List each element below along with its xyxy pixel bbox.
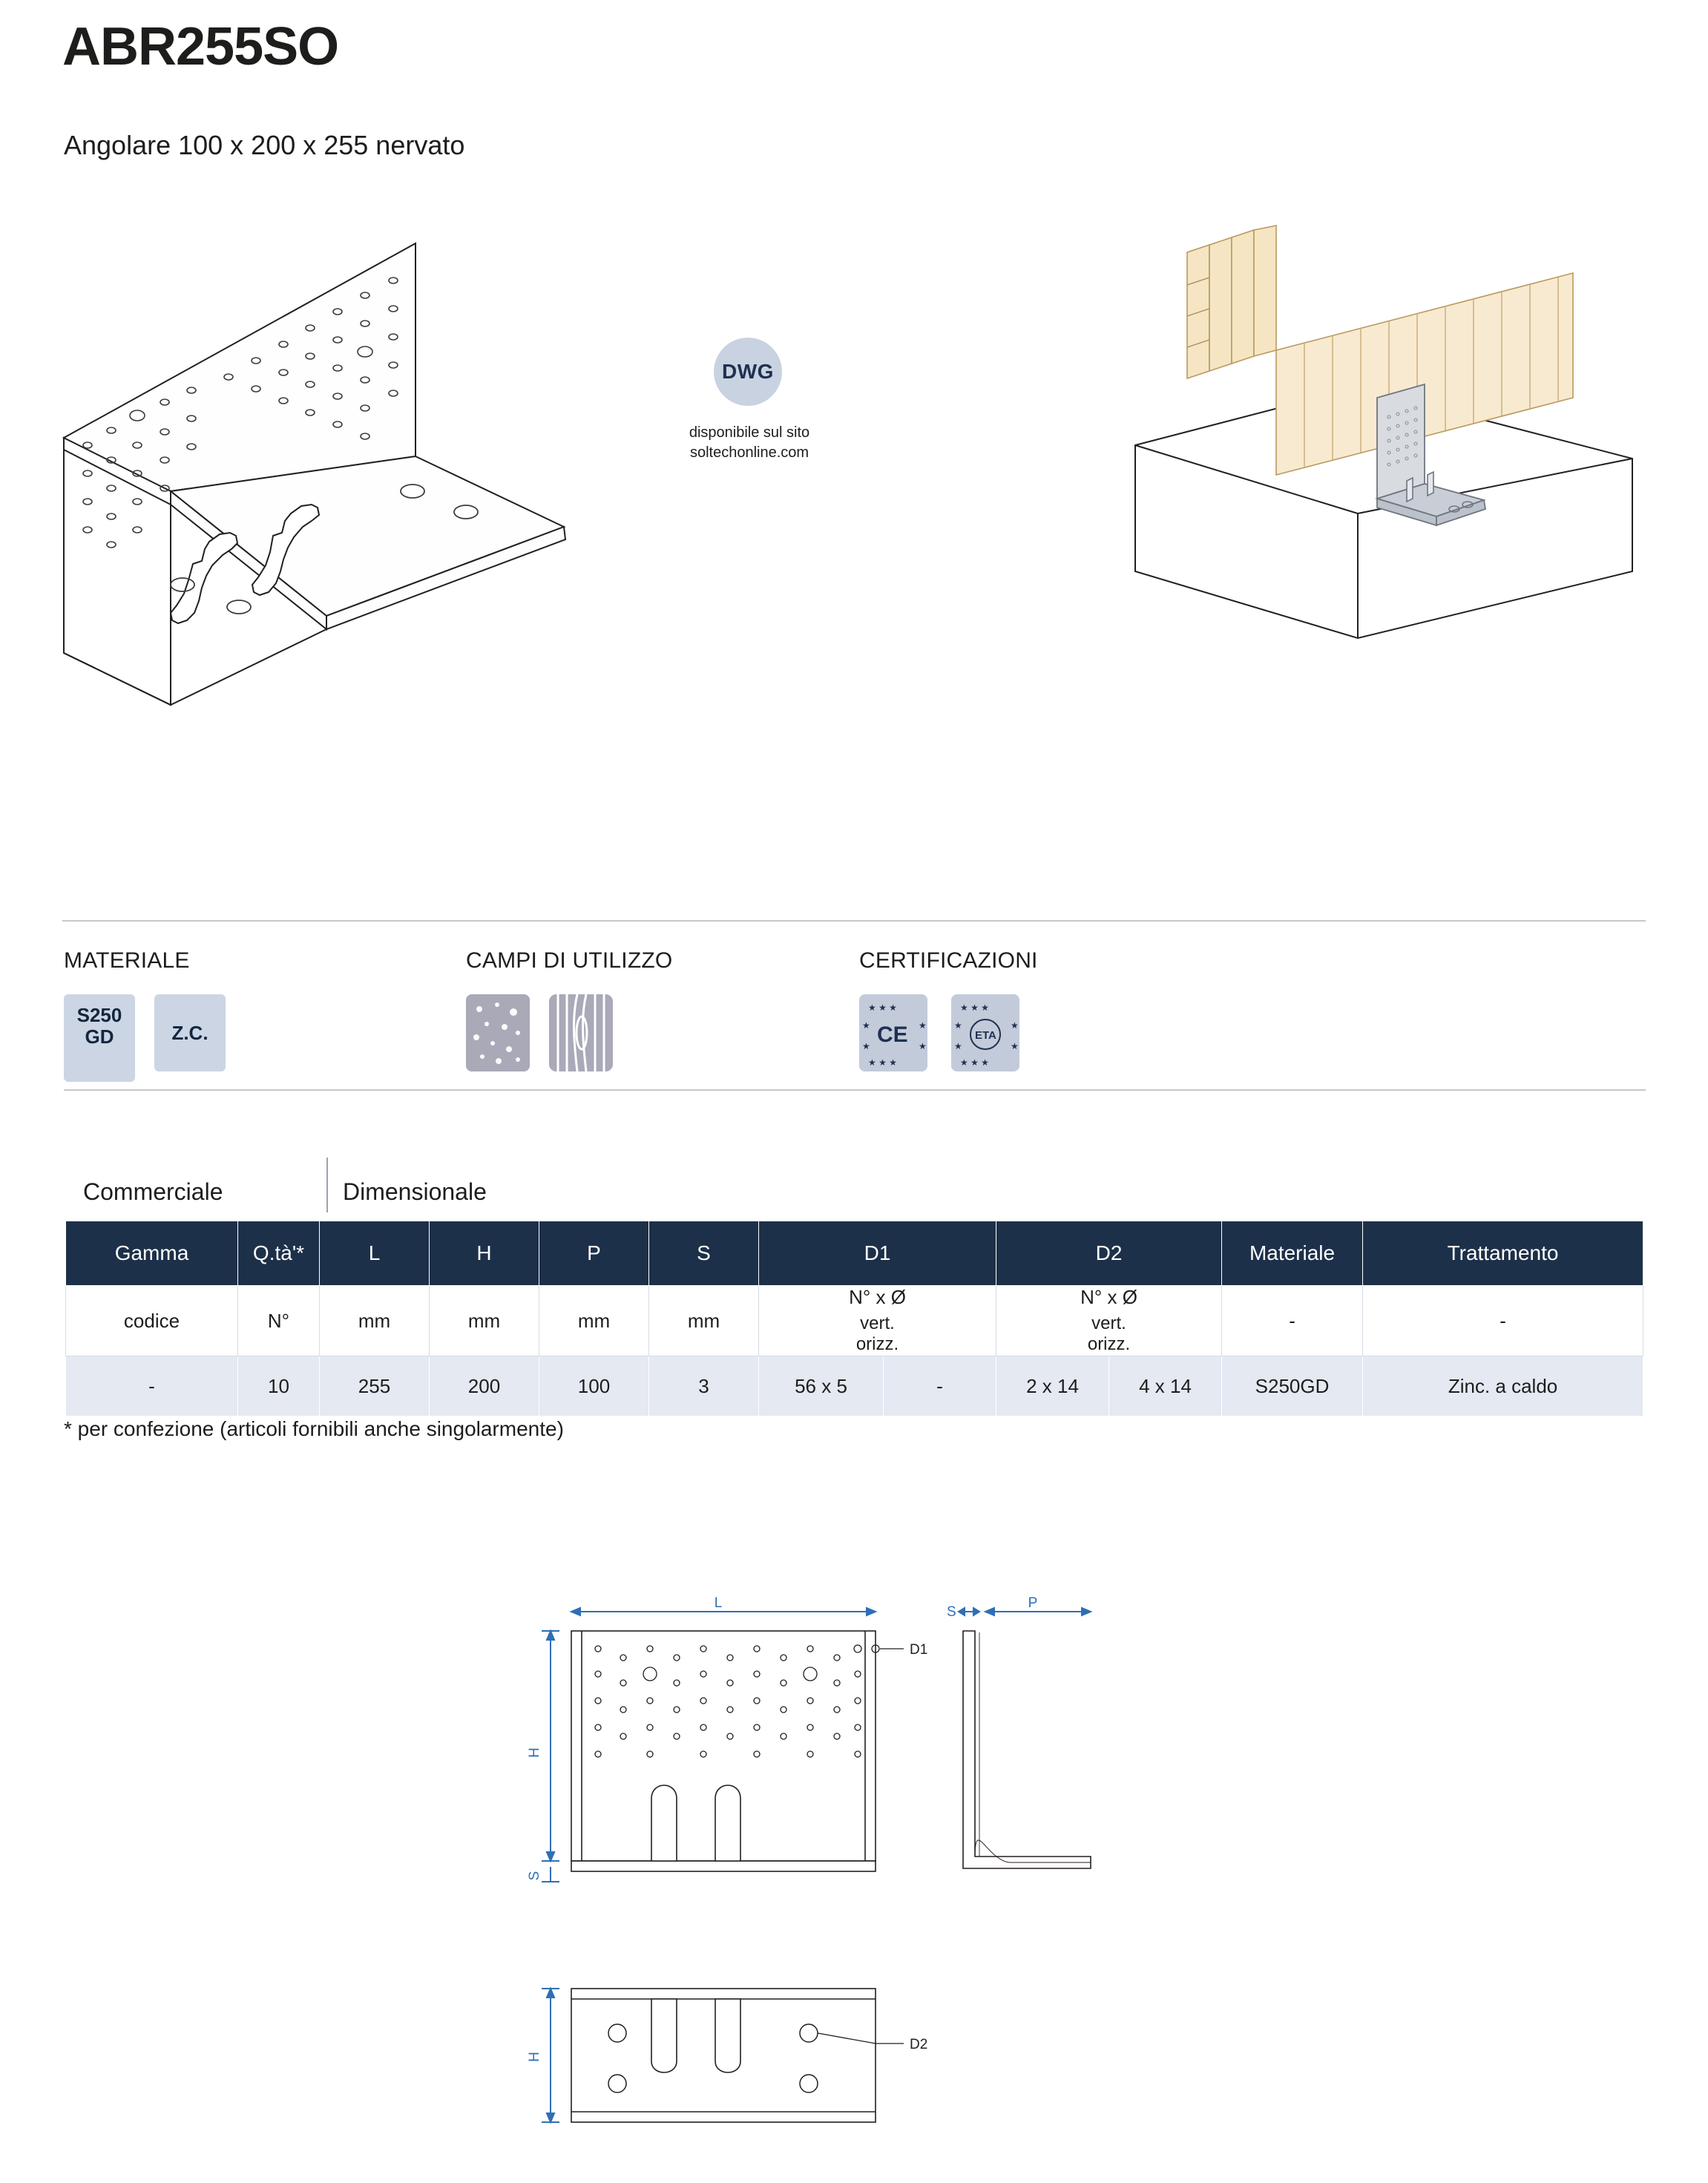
units-d1 xyxy=(759,1286,996,1356)
dwg-badge-label: DWG xyxy=(722,360,774,383)
table-group-divider xyxy=(326,1158,328,1212)
front-and-side-view xyxy=(505,1566,1202,1951)
units-d2-orizz: orizz. xyxy=(1087,1333,1131,1354)
dim-label-h2: H xyxy=(527,2052,542,2062)
value-gamma: - xyxy=(66,1356,238,1417)
svg-text:★: ★ xyxy=(1011,1041,1019,1051)
dwg-badge[interactable] xyxy=(714,338,782,406)
svg-text:★ ★ ★: ★ ★ ★ xyxy=(960,1057,989,1068)
units-materiale: - xyxy=(1222,1286,1363,1356)
header-qta: Q.tà'* xyxy=(238,1221,320,1286)
dim-label-d1: D1 xyxy=(910,1642,928,1658)
units-d2-formula: N° x Ø xyxy=(1080,1286,1137,1309)
svg-text:★: ★ xyxy=(919,1020,927,1031)
dwg-note-line1: disponibile sul sito xyxy=(689,424,810,441)
concrete-icon xyxy=(466,994,530,1071)
material-chip-steel xyxy=(64,994,135,1082)
dim-label-s-side: S xyxy=(947,1604,956,1620)
value-l: 255 xyxy=(320,1356,430,1417)
section-label-campi: CAMPI DI UTILIZZO xyxy=(466,948,673,973)
value-d1-orizz: - xyxy=(884,1356,996,1417)
page-subtitle: Angolare 100 x 200 x 255 nervato xyxy=(64,130,465,160)
svg-text:★: ★ xyxy=(862,1041,870,1051)
header-gamma: Gamma xyxy=(66,1221,238,1286)
units-gamma: codice xyxy=(66,1286,238,1356)
units-d1-orizz: orizz. xyxy=(855,1333,899,1354)
header-s: S xyxy=(649,1221,759,1286)
svg-text:CE: CE xyxy=(877,1022,908,1047)
section-label-materiale: MATERIALE xyxy=(64,948,190,973)
svg-text:★ ★ ★: ★ ★ ★ xyxy=(960,1002,989,1013)
units-l: mm xyxy=(320,1286,430,1356)
units-h: mm xyxy=(430,1286,539,1356)
table-group-dimensionale: Dimensionale xyxy=(343,1178,487,1205)
svg-text:★ ★ ★: ★ ★ ★ xyxy=(868,1002,897,1013)
header-l: L xyxy=(320,1221,430,1286)
dwg-note-line2: soltechonline.com xyxy=(689,444,809,461)
units-d2-vert: vert. xyxy=(1091,1313,1126,1334)
value-s: 3 xyxy=(649,1356,759,1417)
svg-text:★: ★ xyxy=(1011,1020,1019,1031)
svg-text:★: ★ xyxy=(862,1020,870,1031)
table-row xyxy=(66,1356,1643,1417)
application-illustration xyxy=(1113,223,1677,801)
svg-text:★: ★ xyxy=(954,1041,962,1051)
page-title: ABR255SO xyxy=(62,17,339,76)
svg-text:★: ★ xyxy=(919,1041,927,1051)
eta-mark-icon xyxy=(951,994,1019,1071)
header-trattamento: Trattamento xyxy=(1363,1221,1643,1286)
dim-label-d2: D2 xyxy=(910,2037,928,2052)
svg-text:ETA: ETA xyxy=(975,1029,996,1042)
units-d1-formula: N° x Ø xyxy=(849,1286,906,1309)
header-h: H xyxy=(430,1221,539,1286)
header-d1: D1 xyxy=(759,1221,996,1286)
value-materiale: S250GD xyxy=(1222,1356,1363,1417)
dim-label-l: L xyxy=(714,1595,723,1611)
table-group-commerciale: Commerciale xyxy=(83,1178,223,1205)
divider-bottom xyxy=(64,1089,1646,1091)
units-s: mm xyxy=(649,1286,759,1356)
bracket-3d-illustration xyxy=(0,200,608,853)
material-chip-steel-line1: S250 xyxy=(76,1004,122,1026)
value-h: 200 xyxy=(430,1356,539,1417)
header-materiale: Materiale xyxy=(1222,1221,1363,1286)
value-d1-vert: 56 x 5 xyxy=(759,1356,884,1417)
plan-view xyxy=(505,1974,1202,2167)
section-label-certificazioni: CERTIFICAZIONI xyxy=(859,948,1038,973)
specification-table xyxy=(65,1221,1643,1417)
material-chip-steel-line2: GD xyxy=(85,1025,114,1048)
material-chip-coating: Z.C. xyxy=(154,994,226,1071)
dim-label-h: H xyxy=(527,1747,542,1758)
value-d2-vert: 2 x 14 xyxy=(996,1356,1109,1417)
value-d2-orizz: 4 x 14 xyxy=(1109,1356,1222,1417)
divider-top xyxy=(62,920,1646,922)
ce-mark-icon xyxy=(859,994,927,1071)
units-trattamento: - xyxy=(1363,1286,1643,1356)
svg-text:★: ★ xyxy=(954,1020,962,1031)
dim-label-s: S xyxy=(527,1871,542,1881)
header-p: P xyxy=(539,1221,649,1286)
svg-text:★ ★ ★: ★ ★ ★ xyxy=(868,1057,897,1068)
value-trattamento: Zinc. a caldo xyxy=(1363,1356,1643,1417)
table-footnote: * per confezione (articoli fornibili anche singolarmente) xyxy=(64,1417,564,1440)
units-qta: N° xyxy=(238,1286,320,1356)
table-header-row xyxy=(66,1221,1643,1286)
dim-label-p: P xyxy=(1028,1595,1038,1611)
table-units-row xyxy=(66,1286,1643,1356)
technical-drawings xyxy=(0,1529,1708,2182)
value-qta: 10 xyxy=(238,1356,320,1417)
units-p: mm xyxy=(539,1286,649,1356)
units-d1-vert: vert. xyxy=(860,1313,895,1334)
header-d2: D2 xyxy=(996,1221,1222,1286)
dwg-note xyxy=(671,423,827,463)
value-p: 100 xyxy=(539,1356,649,1417)
units-d2 xyxy=(996,1286,1222,1356)
wood-icon xyxy=(549,994,613,1071)
illustration-area xyxy=(0,200,1708,905)
